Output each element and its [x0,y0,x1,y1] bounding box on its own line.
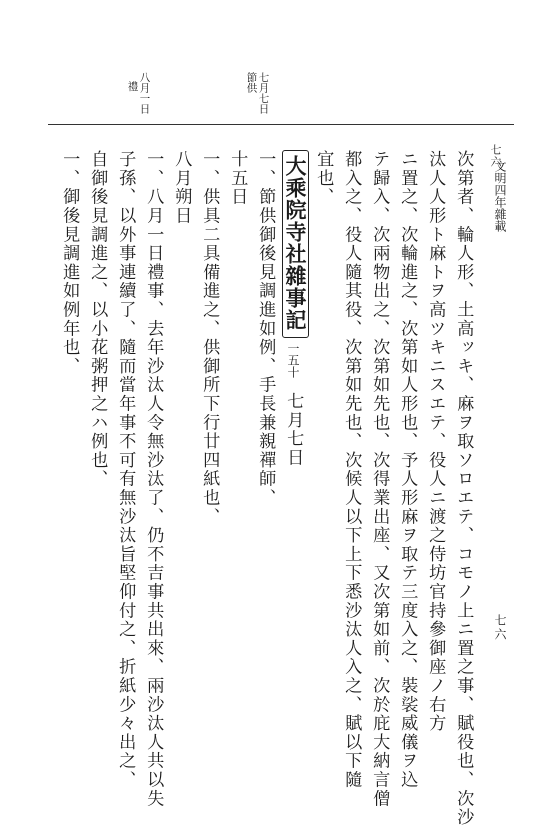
text-column-14: 自御後見調進之、以小花粥押之ハ例也、 [87,150,108,489]
head-note-july7-sekku: 節供 [245,72,258,93]
text-column-4: テ歸入、次兩物出之、次第如先也、次得業出座、又次第如前、次於庇大納言僧 [369,150,390,808]
section-title-note: 一五十 [286,342,300,378]
head-note-july7: 七月七日 [257,72,270,114]
text-column-9: 十五日 [227,150,248,207]
page-number-right: 七六 [493,614,507,642]
page-number: 七六 [489,144,502,168]
text-column-6: 宜也、 [313,150,334,207]
text-column-12: 一、八月一日禮事、去年沙汰人令無沙汰了、仍不吉事共出來、兩沙汰人共以失 [143,150,164,808]
running-title: 文明四年雜載 [493,160,507,232]
head-note-aug1: 八月一日 [138,72,151,114]
header-rule [48,124,514,125]
text-column-13: 子孫、以外事連續了、隨而當年事不可有無沙汰旨堅仰付之、折紙少々出之、 [115,150,136,790]
text-column-3: ニ置之、次輪進之、次第如人形也、予人形麻ヲ取テ三度入之、裝裟威儀ヲ込 [397,150,418,790]
head-note-aug1-rei: 禮 [126,81,139,92]
text-column-5: 都入之、役人隨其役、次第如先也、次候人以下上下悉沙汰人入之、賦以下隨 [341,150,362,790]
text-column-15: 一、御後見調進如例年也、 [59,150,80,376]
text-column-11: 八月朔日 [171,150,192,226]
text-column-1: 次第者、輪人形、土高ッキ、麻ヲ取ソロエテ、コモノ上ニ置之事、賦役也、次沙 [453,150,474,827]
section-title-date: 七月七日 [283,392,304,468]
section-title: 大乘院寺社雜事記 [282,150,309,338]
text-column-2: 汰人人形ト麻トヲ高ツキニスエテ、役人ニ渡之侍坊官持參御座ノ右方 [425,150,446,733]
text-column-8: 一、節供御後見調進如例、手長兼親禪師、 [255,150,276,508]
text-column-10: 一、供具二具備進之、供御所下行廿四紙也、 [199,150,220,526]
